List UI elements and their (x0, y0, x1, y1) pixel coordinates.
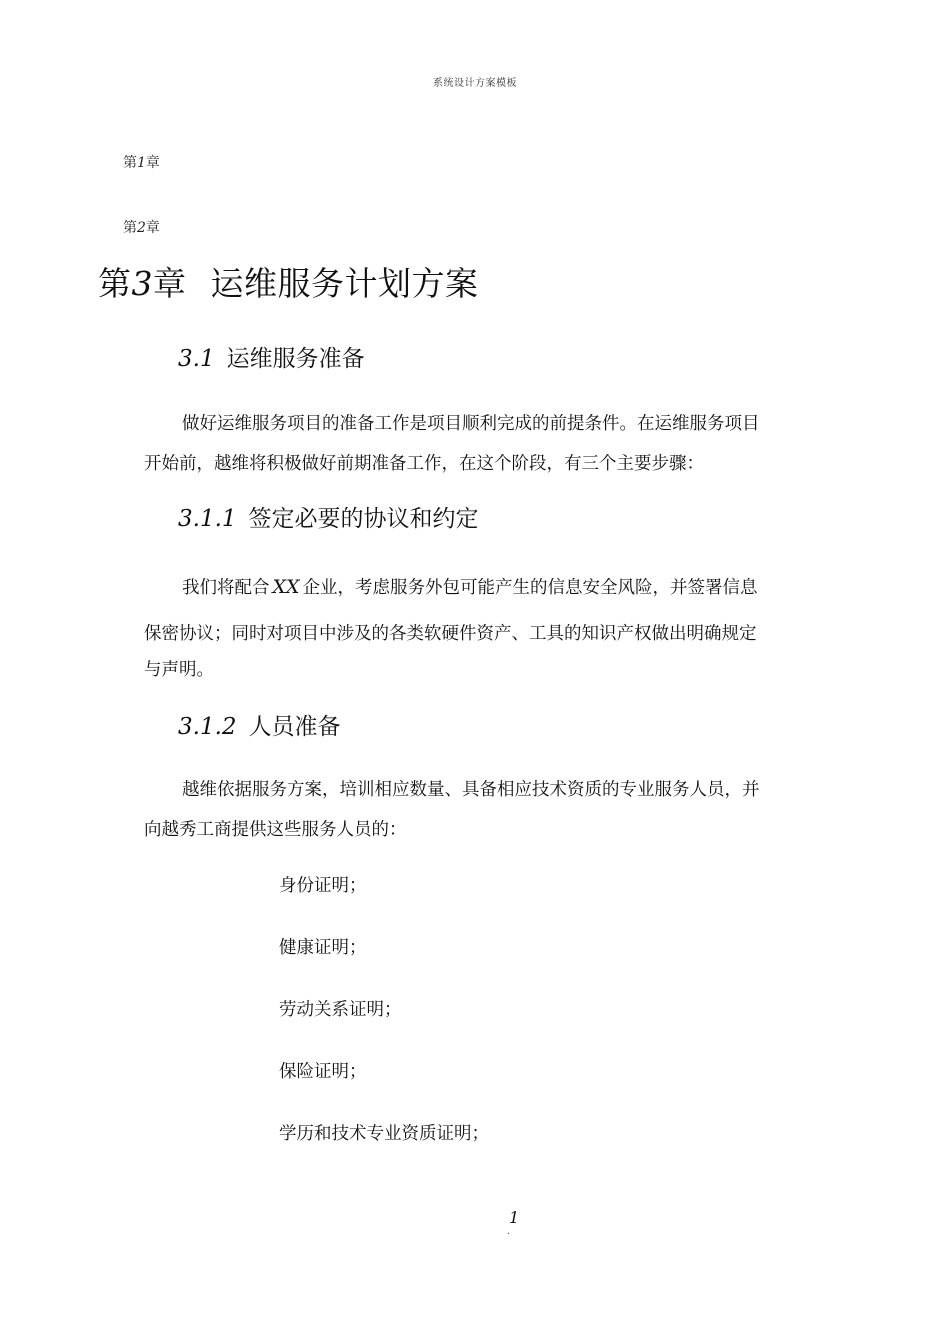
list-item: 健康证明； (279, 938, 367, 958)
chapter-1-heading (123, 152, 160, 172)
section-3-1-2-title: 人员准备 (248, 714, 341, 740)
page-header: 系统设计方案模板 (433, 78, 517, 89)
section-3-1-title: 运维服务准备 (226, 346, 365, 372)
page-number-dot: . (507, 1226, 511, 1237)
page-number: 1 (509, 1208, 520, 1227)
list-item: 保险证明； (279, 1062, 367, 1082)
section-3-1-1-heading (178, 500, 479, 533)
chapter-2-suffix: 章 (145, 220, 160, 236)
section-3-1-2-heading (178, 708, 341, 741)
section-3-1-1-paragraph-line-2: 保密协议；同时对项目中涉及的各类软硬件资产、工具的知识产权做出明确规定 (144, 624, 757, 644)
list-item: 学历和技术专业资质证明； (279, 1124, 489, 1144)
section-3-1-1-line1-end: 企业，考虑服务外包可能产生的信息安全风险，并签署信息 (302, 578, 758, 598)
chapter-2-number: 2 (137, 220, 146, 236)
section-3-1-number: 3.1 (178, 346, 215, 372)
section-3-1-paragraph-line-1: 做好运维服务项目的准备工作是项目顺利完成的前提条件。在运维服务项目 (182, 414, 760, 434)
chapter-1-suffix: 章 (145, 155, 160, 171)
section-3-1-heading (178, 340, 365, 373)
section-3-1-paragraph-line-2: 开始前，越维将积极做好前期准备工作，在这个阶段，有三个主要步骤： (144, 454, 704, 474)
section-3-1-2-number: 3.1.2 (178, 714, 237, 740)
chapter-3-title: 运维服务计划方案 (210, 264, 479, 303)
list-item: 劳动关系证明； (279, 1000, 402, 1020)
chapter-1-number: 1 (137, 155, 146, 171)
chapter-3-suffix: 章 (153, 264, 187, 303)
section-3-1-1-paragraph-line-1 (182, 574, 758, 599)
section-3-1-2-paragraph-line-2: 向越秀工商提供这些服务人员的： (144, 820, 407, 840)
section-3-1-1-number: 3.1.1 (178, 506, 237, 532)
chapter-3-number: 3 (131, 264, 153, 303)
section-3-1-1-title: 签定必要的协议和约定 (248, 506, 479, 532)
company-placeholder: XX (272, 576, 300, 598)
section-3-1-1-line1-start: 我们将配合 (182, 578, 270, 598)
list-item: 身份证明； (279, 876, 367, 896)
section-3-1-1-paragraph-line-3: 与声明。 (144, 660, 214, 680)
chapter-2-prefix: 第 (123, 220, 137, 236)
chapter-3-heading (98, 258, 479, 305)
chapter-2-heading (123, 217, 160, 237)
chapter-1-prefix: 第 (123, 155, 137, 171)
chapter-3-prefix: 第 (98, 264, 132, 303)
section-3-1-2-paragraph-line-1: 越维依据服务方案，培训相应数量、具备相应技术资质的专业服务人员，并 (182, 780, 760, 800)
